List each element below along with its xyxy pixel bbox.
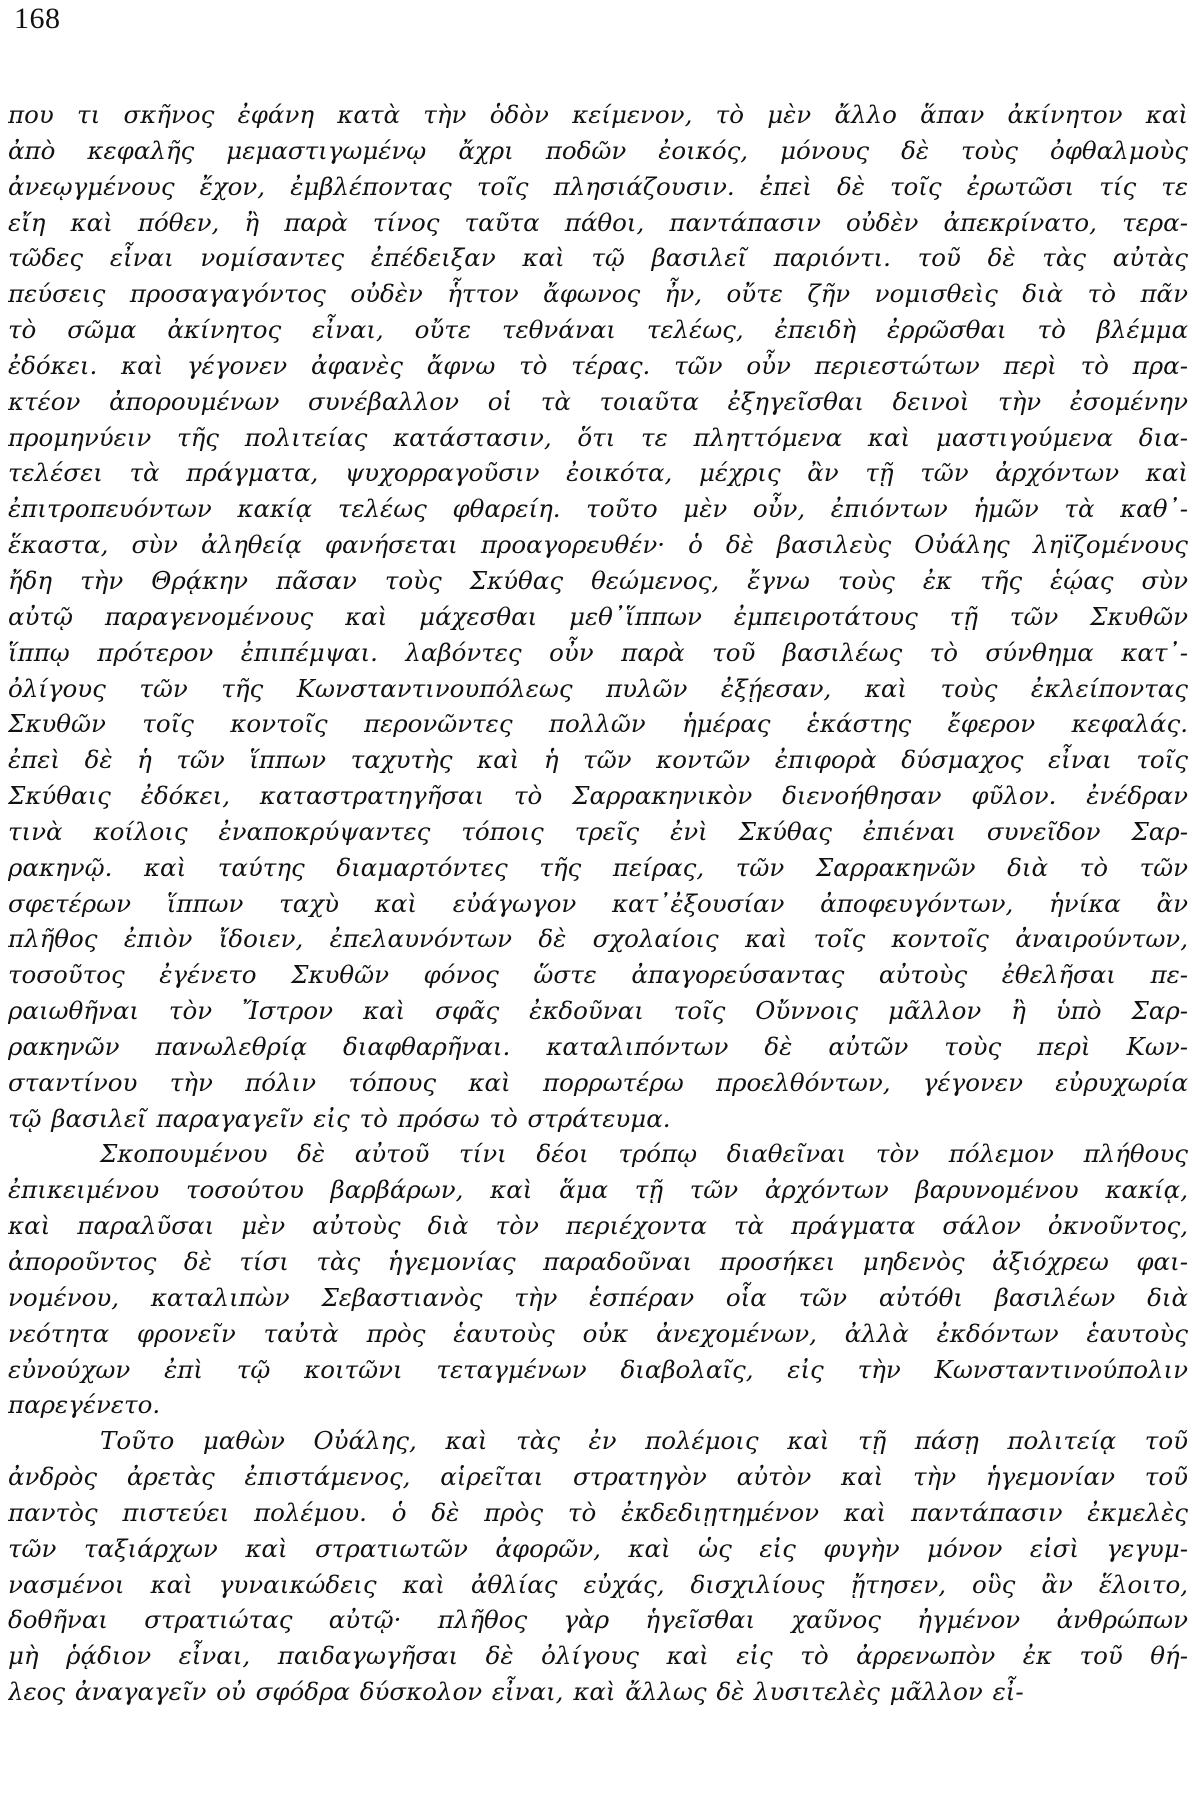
- text-line: εὐνούχων ἐπὶ τῷ κοιτῶνι τεταγμένων διαβολαῖς, εἰς τὴν Κωνσταντινούπολιν: [8, 1354, 1188, 1384]
- text-line: σφετέρων ἵππων ταχὺ καὶ εὐάγωγον κατ᾿ἐξουσίαν ἀποφευγόντων, ἡνίκα ἂν: [8, 888, 1188, 918]
- text-line: ἀπὸ κεφαλῆς μεμαστιγωμένῳ ἄχρι ποδῶν ἐοικός, μόνους δὲ τοὺς ὀφθαλμοὺς: [8, 135, 1188, 165]
- text-line: εἴη καὶ πόθεν, ἢ παρὰ τίνος ταῦτα πάθοι, παντάπασιν οὐδὲν ἀπεκρίνατο, τερα-: [8, 207, 1188, 237]
- text-line: Σκοπουμένου δὲ αὐτοῦ τίνι δέοι τρόπῳ διαθεῖναι τὸν πόλεμον πλήθους: [100, 1139, 1188, 1169]
- text-line: καὶ παραλῦσαι μὲν αὐτοὺς διὰ τὸν περιέχοντα τὰ πράγματα σάλον ὀκνοῦντος,: [8, 1211, 1188, 1241]
- text-line: παντὸς πιστεύει πολέμου. ὁ δὲ πρὸς τὸ ἐκδεδιῃτημένον καὶ παντάπασιν ἐκμελὲς: [8, 1497, 1188, 1527]
- text-line: τελέσει τὰ πράγματα, ψυχορραγοῦσιν ἐοικότα, μέχρις ἂν τῇ τῶν ἀρχόντων καὶ: [8, 458, 1188, 488]
- text-line: ἵππῳ πρότερον ἐπιπέμψαι. λαβόντες οὖν παρὰ τοῦ βασιλέως τὸ σύνθημα κατ᾿-: [8, 637, 1188, 667]
- text-line: νασμένοι καὶ γυναικώδεις καὶ ἀθλίας εὐχάς, δισχιλίους ᾔτησεν, οὓς ἂν ἕλοιτο,: [8, 1569, 1188, 1599]
- text-line: ἐδόκει. καὶ γέγονεν ἀφανὲς ἄφνω τὸ τέρας. τῶν οὖν περιεστώτων περὶ τὸ πρα-: [8, 350, 1188, 380]
- text-line: Τοῦτο μαθὼν Οὐάλης, καὶ τὰς ἐν πολέμοις καὶ τῇ πάσῃ πολιτείᾳ τοῦ: [100, 1426, 1188, 1456]
- text-line: κτέον ἀπορουμένων συνέβαλλον οἱ τὰ τοιαῦτα ἐξηγεῖσθαι δεινοὶ τὴν ἐσομένην: [8, 386, 1188, 416]
- text-line: ρακηνῶν πανωλεθρίᾳ διαφθαρῆναι. καταλιπόντων δὲ αὐτῶν τοὺς περὶ Κων-: [8, 1031, 1188, 1061]
- text-line: ἐπεὶ δὲ ἡ τῶν ἵππων ταχυτὴς καὶ ἡ τῶν κοντῶν ἐπιφορὰ δύσμαχος εἶναι τοῖς: [8, 745, 1188, 775]
- text-line: πεύσεις προσαγαγόντος οὐδὲν ἧττον ἄφωνος ἦν, οὔτε ζῆν νομισθεὶς διὰ τὸ πᾶν: [8, 279, 1188, 309]
- text-line: Σκύθαις ἐδόκει, καταστρατηγῆσαι τὸ Σαρρακηνικὸν διενοήθησαν φῦλον. ἐνέδραν: [8, 781, 1188, 811]
- text-line: μὴ ῥᾴδιον εἶναι, παιδαγωγῆσαι δὲ ὀλίγους καὶ εἰς τὸ ἀρρενωπὸν ἐκ τοῦ θή-: [8, 1641, 1188, 1671]
- text-line: τὸ σῶμα ἀκίνητος εἶναι, οὔτε τεθνάναι τελέως, ἐπειδὴ ἐρρῶσθαι τὸ βλέμμα: [8, 315, 1188, 345]
- text-line: ἐπιτροπευόντων κακίᾳ τελέως φθαρείη. τοῦτο μὲν οὖν, ἐπιόντων ἡμῶν τὰ καθ᾿-: [8, 494, 1188, 524]
- text-line: ραιωθῆναι τὸν Ἴστρον καὶ σφᾶς ἐκδοῦναι τοῖς Οὔννοις μᾶλλον ἢ ὑπὸ Σαρ-: [8, 996, 1188, 1026]
- text-line: ὀλίγους τῶν τῆς Κωνσταντινουπόλεως πυλῶν ἐξῄεσαν, καὶ τοὺς ἐκλείποντας: [8, 673, 1188, 703]
- text-line: Σκυθῶν τοῖς κοντοῖς περονῶντες πολλῶν ἡμέρας ἑκάστης ἔφερον κεφαλάς.: [8, 709, 1188, 739]
- text-line: νεότητα φρονεῖν ταὐτὰ πρὸς ἑαυτοὺς οὐκ ἀνεχομένων, ἀλλὰ ἐκδόντων ἑαυτοὺς: [8, 1318, 1188, 1348]
- text-line: τῶν ταξιάρχων καὶ στρατιωτῶν ἀφορῶν, καὶ ὡς εἰς φυγὴν μόνον εἰσὶ γεγυμ-: [8, 1533, 1188, 1563]
- text-line: τῷ βασιλεῖ παραγαγεῖν εἰς τὸ πρόσω τὸ στράτευμα.: [8, 1103, 671, 1133]
- text-line: τινὰ κοίλοις ἐναποκρύψαντες τόποις τρεῖς ἐνὶ Σκύθας ἐπιέναι συνεῖδον Σαρ-: [8, 816, 1188, 846]
- text-line: αὐτῷ παραγενομένους καὶ μάχεσθαι μεθ᾿ἵππων ἐμπειροτάτους τῇ τῶν Σκυθῶν: [8, 601, 1188, 631]
- text-line: σταντίνου τὴν πόλιν τόπους καὶ πορρωτέρω προελθόντων, γέγονεν εὐρυχωρία: [8, 1067, 1188, 1097]
- text-line: δοθῆναι στρατιώτας αὐτῷ· πλῆθος γὰρ ἡγεῖσθαι χαῦνος ἠγμένον ἀνθρώπων: [8, 1605, 1188, 1635]
- text-line: ἤδη τὴν Θρᾴκην πᾶσαν τοὺς Σκύθας θεώμενος, ἔγνω τοὺς ἐκ τῆς ἑῴας σὺν: [8, 565, 1188, 595]
- text-line: νομένου, καταλιπὼν Σεβαστιανὸς τὴν ἑσπέραν οἷα τῶν αὐτόθι βασιλέων διὰ: [8, 1282, 1188, 1312]
- text-line: ἕκαστα, σὺν ἀληθείᾳ φανήσεται προαγορευθέν· ὁ δὲ βασιλεὺς Οὐάλης ληϊζομένους: [8, 530, 1188, 560]
- text-line: τοσοῦτος ἐγένετο Σκυθῶν φόνος ὥστε ἀπαγορεύσαντας αὐτοὺς ἐθελῆσαι πε-: [8, 960, 1188, 990]
- text-line: ἀνδρὸς ἀρετὰς ἐπιστάμενος, αἱρεῖται στρατηγὸν αὐτὸν καὶ τὴν ἡγεμονίαν τοῦ: [8, 1462, 1188, 1492]
- text-line: παρεγένετο.: [8, 1390, 161, 1420]
- page-number: 168: [14, 2, 61, 35]
- text-line: προμηνύειν τῆς πολιτείας κατάστασιν, ὅτι τε πληττόμενα καὶ μαστιγούμενα δια-: [8, 422, 1188, 452]
- text-line: πλῆθος ἐπιὸν ἴδοιεν, ἐπελαυνόντων δὲ σχολαίοις καὶ τοῖς κοντοῖς ἀναιρούντων,: [8, 924, 1188, 954]
- text-line: ἐπικειμένου τοσούτου βαρβάρων, καὶ ἅμα τῇ τῶν ἀρχόντων βαρυνομένου κακίᾳ,: [8, 1175, 1188, 1205]
- text-line: λεος ἀναγαγεῖν οὐ σφόδρα δύσκολον εἶναι, καὶ ἄλλως δὲ λυσιτελὲς μᾶλλον εἶ-: [8, 1677, 1024, 1707]
- text-line: τῶδες εἶναι νομίσαντες ἐπέδειξαν καὶ τῷ βασιλεῖ παριόντι. τοῦ δὲ τὰς αὐτὰς: [8, 243, 1188, 273]
- text-line: ἀποροῦντος δὲ τίσι τὰς ἡγεμονίας παραδοῦναι προσήκει μηδενὸς ἀξιόχρεω φαι-: [8, 1247, 1188, 1276]
- text-line: ρακηνῷ. καὶ ταύτης διαμαρτόντες τῆς πείρας, τῶν Σαρρακηνῶν διὰ τὸ τῶν: [8, 852, 1188, 882]
- body-text: [8, 97, 1188, 1710]
- text-line: ἀνεῳγμένους ἔχον, ἐμβλέποντας τοῖς πλησιάζουσιν. ἐπεὶ δὲ τοῖς ἐρωτῶσι τίς τε: [8, 171, 1188, 201]
- text-line: που τι σκῆνος ἐφάνη κατὰ τὴν ὁδὸν κείμενον, τὸ μὲν ἄλλο ἅπαν ἀκίνητον καὶ: [8, 100, 1188, 129]
